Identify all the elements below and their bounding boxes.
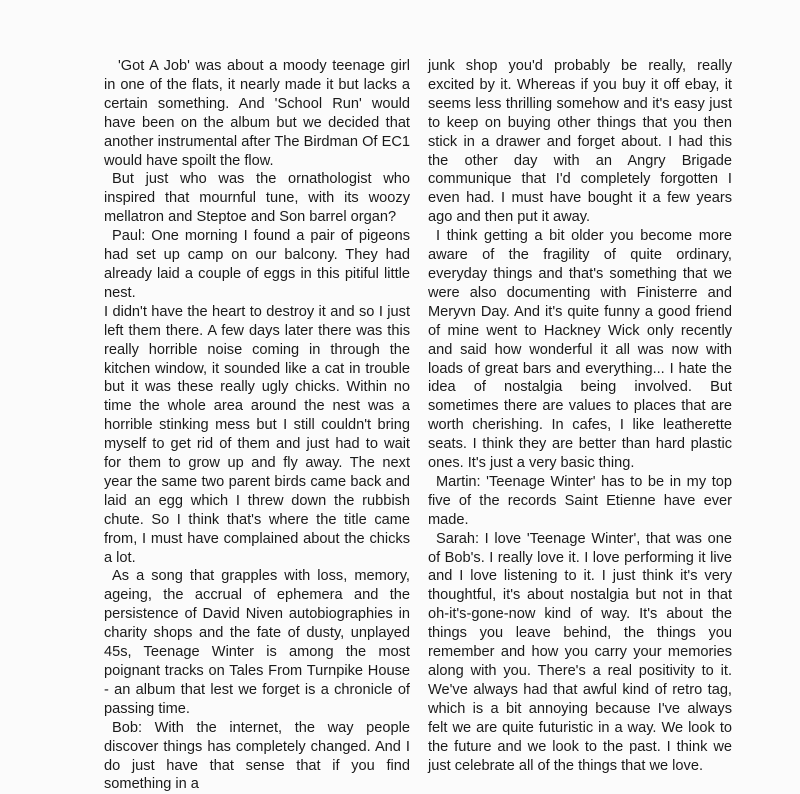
left-text-column <box>104 57 410 794</box>
paragraph-martin: Martin: 'Teenage Winter' has to be in my top five of the records Saint Etienne have ever made. <box>428 473 732 528</box>
paragraph-fragility: I think getting a bit older you become more aware of the fragility of quite ordinary, everyday things and that's something that we were also documenting with Finisterre and Meryvn Day. And it's quite funny a good friend of mine went to Hackney Wick only recently and said how wonderful it all was now with loads of great bars and everything... I hate the idea of nostalgia being involved. But sometimes there are values to places that are worth cherishing. In cafes, I like leatherette seats. I think they are better than hard plastic ones. It's just a very basic thing. <box>428 228 732 472</box>
paragraph-ugly-chicks: I didn't have the heart to destroy it and so I just left them there. A few days later there was this really horrible noise coming in through the kitchen window, it sounded like a cat in trouble but it was these really ugly chicks. Within no time the whole area around the nest was a horrible stinking mess but I still couldn't bring myself to get rid of them and just had to wait for them to grow up and fly away. The next year the same two parent birds came back and laid an egg which I threw down the rubbish chute. So I think that's where the title came from, I must have complained about the chicks a lot. <box>104 303 410 566</box>
right-text-column <box>428 57 732 775</box>
paragraph-sarah: Sarah: I love 'Teenage Winter', that was one of Bob's. I really love it. I love performing it live and I love listening to it. I just think it's very thoughtful, it's about nostalgia but not in that oh-it's-gone-now kind of way. It's about the things you leave behind, the things you remember and how you carry your memories along with you. There's a real positivity to it. We've always had that awful kind of retro tag, which is a bit annoying because I've always felt we are quite futuristic in a way. We look to the future and we look to the past. I think we just celebrate all of the things that we love. <box>428 530 732 774</box>
paragraph-song-description: As a song that grapples with loss, memory, ageing, the accrual of ephemera and the persistence of David Niven autobiographies in charity shops and the fate of dusty, unplayed 45s, Teenage Winter is among the most poignant tracks on Tales From Turnpike House - an album that lest we forget is a chronicle of passing time. <box>104 568 410 717</box>
paragraph-paul-pigeons: Paul: One morning I found a pair of pigeons had set up camp on our balcony. They had already laid a couple of eggs in this pitiful little nest. <box>104 228 410 301</box>
paragraph-bob-internet: Bob: With the internet, the way people discover things has completely changed. And I do just have that sense that if you find something in a <box>104 719 410 793</box>
paragraph-got-a-job: 'Got A Job' was about a moody teenage girl in one of the flats, it nearly made it but lacks a certain something. And 'School Run' would have been on the album but we decided that another instrumental after The Birdman Of EC1 would have spoilt the flow. <box>104 58 410 169</box>
paragraph-junk-shop: junk shop you'd probably be really, really excited by it. Whereas if you buy it off ebay, it seems less thrilling somehow and it's easy just to keep on buying other things that you then stick in a drawer and forget about. I had this the other day with an Angry Brigade communique that I'd completely forgotten I even had. I must have bought it a few years ago and then put it away. <box>428 58 732 226</box>
paragraph-ornithologist-question: But just who was the ornathologist who inspired that mournful tune, with its woozy mellatron and Steptoe and Son barrel organ? <box>104 171 410 226</box>
